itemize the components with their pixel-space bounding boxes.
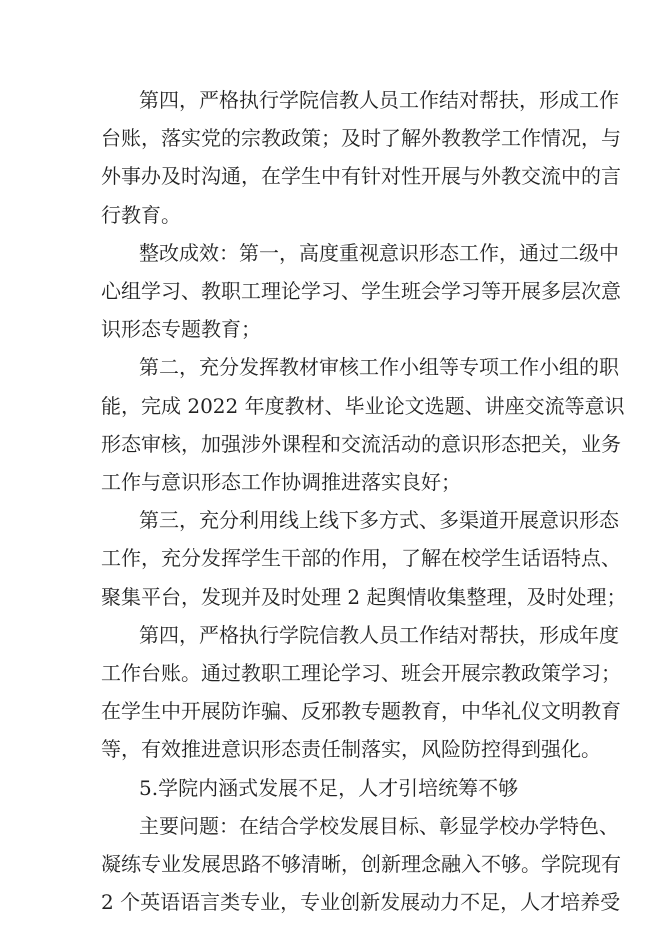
text-line: 能，完成 2022 年度教材、毕业论文选题、讲座交流等意识 <box>101 394 625 418</box>
text-line: 外事办及时沟通，在学生中有针对性开展与外教交流中的言 <box>101 164 621 188</box>
text-line: 在学生中开展防诈骗、反邪教专题教育，中华礼仪文明教育 <box>101 699 621 723</box>
text-line: 心组学习、教职工理论学习、学生班会学习等开展多层次意 <box>101 279 621 303</box>
text-line: 台账，落实党的宗教政策；及时了解外教教学工作情况，与 <box>101 126 621 150</box>
text-line: 工作与意识形态工作协调推进落实良好； <box>101 470 461 494</box>
text-line: 2 个英语语言类专业，专业创新发展动力不足，人才培养受 <box>101 890 621 914</box>
text-line: 形态审核，加强涉外课程和交流活动的意识形态把关，业务 <box>101 432 621 456</box>
text-line: 工作台账。通过教职工理论学习、班会开展宗教政策学习； <box>101 661 621 685</box>
text-line: 等，有效推进意识形态责任制落实，风险防控得到强化。 <box>101 737 601 761</box>
text-line: 识形态专题教育； <box>101 317 261 341</box>
text-line: 主要问题：在结合学校发展目标、彰显学校办学特色、 <box>139 814 619 838</box>
text-line: 第四，严格执行学院信教人员工作结对帮扶，形成年度 <box>139 623 619 647</box>
text-line: 工作，充分发挥学生干部的作用，了解在校学生话语特点、 <box>101 546 621 570</box>
text-line: 行教育。 <box>101 203 181 227</box>
text-line: 凝练专业发展思路不够清晰，创新理念融入不够。学院现有 <box>101 852 621 876</box>
section-heading: 5.学院内涵式发展不足，人才引培统筹不够 <box>139 776 519 800</box>
text-line: 第二，充分发挥教材审核工作小组等专项工作小组的职 <box>139 355 619 379</box>
text-line: 第三，充分利用线上线下多方式、多渠道开展意识形态 <box>139 508 619 532</box>
text-line: 整改成效：第一，高度重视意识形态工作，通过二级中 <box>139 241 619 265</box>
text-line: 聚集平台，发现并及时处理 2 起舆情收集整理，及时处理； <box>101 585 627 609</box>
text-line: 第四，严格执行学院信教人员工作结对帮扶，形成工作 <box>139 88 619 112</box>
